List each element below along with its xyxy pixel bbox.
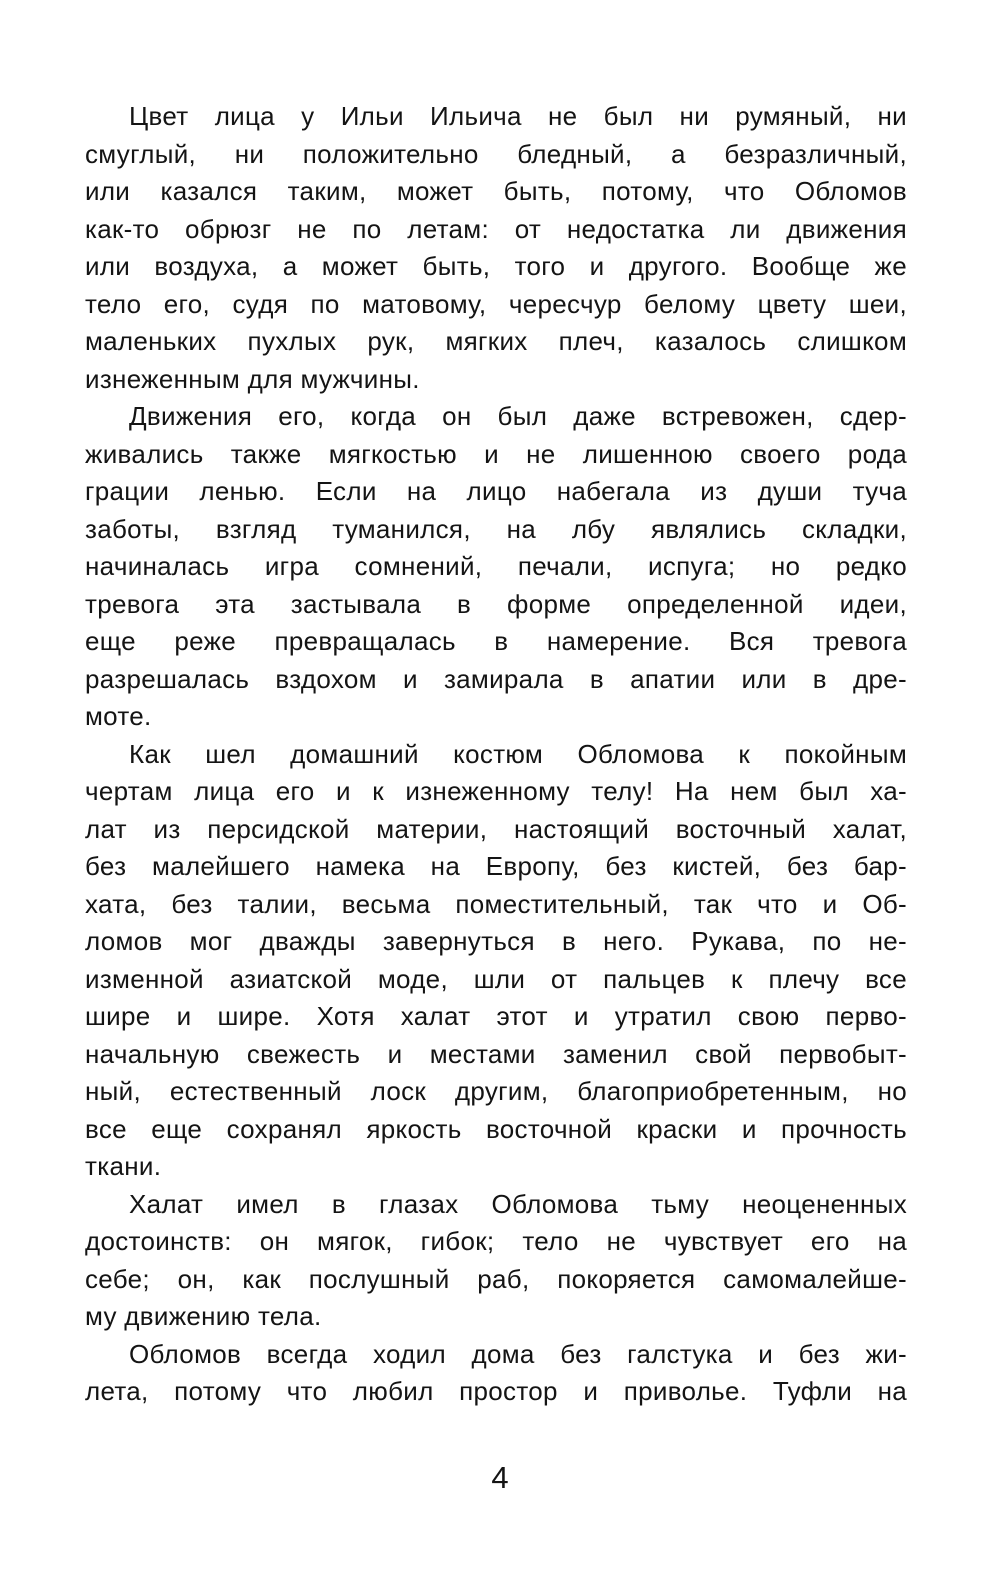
text-line: изнеженным для мужчины. — [85, 363, 420, 394]
paragraph — [85, 736, 907, 1186]
text-line: или воздуха, а может быть, того и другого. Вообще же — [85, 251, 907, 281]
text-line: маленьких пухлых рук, мягких плеч, казалось слишком — [85, 326, 907, 356]
text-line: Цвет лица у Ильи Ильича не был ни румяный, ни — [129, 101, 907, 131]
text-line: Движения его, когда он был даже встревожен, сдер- — [129, 401, 907, 431]
text-line: смуглый, ни положительно бледный, а безразличный, — [85, 138, 907, 169]
text-line: как-то обрюзг не по летам: от недостатка ли движения — [85, 213, 907, 244]
text-line: Обломов всегда ходил дома без галстука и без жи- — [129, 1338, 907, 1369]
text-line: Как шел домашний костюм Обломова к покойным — [129, 738, 907, 769]
text-line: заботы, взгляд туманился, на лбу являлись складки, — [85, 513, 907, 544]
text-line: себе; он, как послушный раб, покоряется самомалейше- — [85, 1263, 907, 1294]
text-line: ный, естественный лоск другим, благоприобретенным, но — [85, 1076, 907, 1106]
text-line: достоинств: он мягок, гибок; тело не чувствует его на — [85, 1226, 907, 1256]
text-line: хата, без талии, весьма поместительный, так что и Об- — [85, 888, 907, 919]
text-line: разрешалась вздохом и замирала в апатии или в дре- — [85, 663, 907, 694]
text-line: все еще сохранял яркость восточной краски и прочность — [85, 1113, 907, 1144]
paragraph — [85, 98, 907, 398]
text-line: лета, потому что любил простор и приволье. Туфли на — [85, 1376, 907, 1406]
text-line: без малейшего намека на Европу, без кистей, без бар- — [85, 851, 907, 881]
text-line: лат из персидской материи, настоящий восточный халат, — [85, 813, 907, 844]
text-line: ломов мог дважды завернуться в него. Рукава, по не- — [85, 926, 907, 956]
text-line: начиналась игра сомнений, печали, испуга; но редко — [85, 551, 907, 581]
paragraph — [85, 1336, 907, 1411]
text-line: грации ленью. Если на лицо набегала из души туча — [85, 476, 907, 506]
text-line: ткани. — [85, 1151, 162, 1181]
text-line: начальную свежесть и местами заменил свой первобыт- — [85, 1038, 907, 1069]
text-line: тело его, судя по матовому, чересчур белому цвету шеи, — [85, 288, 907, 319]
page-text — [85, 98, 907, 1411]
text-line: еще реже превращалась в намерение. Вся тревога — [85, 626, 907, 656]
text-line: или казался таким, может быть, потому, что Обломов — [85, 176, 907, 206]
text-line: живались также мягкостью и не лишенною своего рода — [85, 438, 907, 469]
text-line: изменной азиатской моде, шли от пальцев к плечу все — [85, 963, 907, 994]
text-line: му движению тела. — [85, 1301, 322, 1331]
text-line: тревога эта застывала в форме определенной идеи, — [85, 588, 907, 619]
paragraph — [85, 398, 907, 736]
text-line: шире и шире. Хотя халат этот и утратил свою перво- — [85, 1001, 907, 1031]
text-line: Халат имел в глазах Обломова тьму неоцененных — [129, 1188, 907, 1219]
text-line: моте. — [85, 701, 152, 731]
paragraph — [85, 1186, 907, 1336]
page-number: 4 — [491, 1460, 509, 1495]
text-line: чертам лица его и к изнеженному телу! На нем был ха- — [85, 776, 907, 806]
